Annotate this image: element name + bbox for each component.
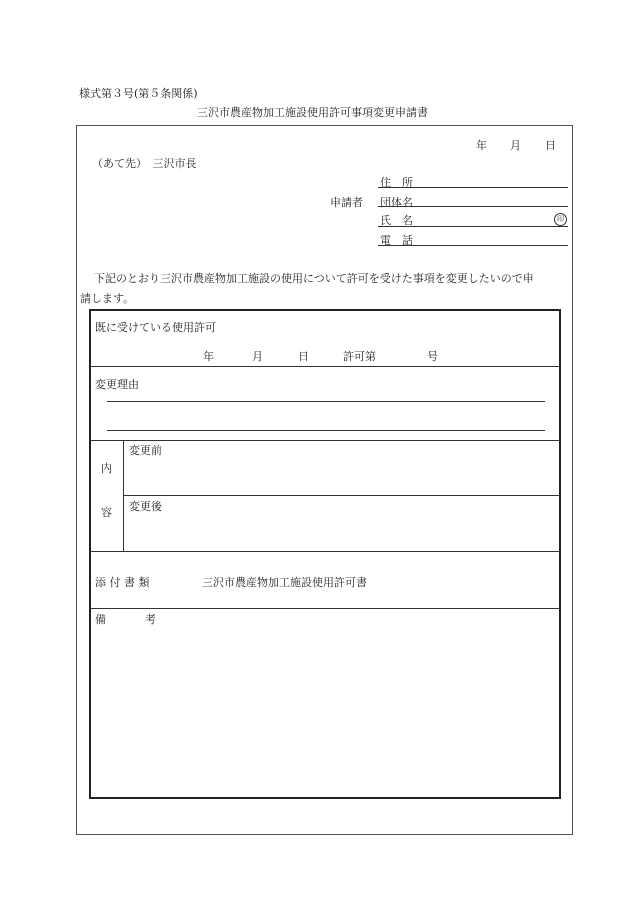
form-title: 三沢市農産物加工施設使用許可事項変更申請書 — [197, 106, 428, 119]
address-line — [378, 187, 568, 188]
date-day: 日 — [545, 139, 556, 152]
before-change-label: 変更前 — [129, 444, 162, 457]
contents-column-divider — [123, 440, 124, 552]
phone-label: 電 話 — [380, 234, 413, 247]
group-name-line — [378, 206, 568, 207]
applicant-label: 申請者 — [330, 196, 363, 209]
permit-number-prefix: 許可第 — [343, 350, 376, 363]
permit-number-suffix: 号 — [427, 350, 438, 363]
before-after-divider — [124, 495, 560, 496]
name-line — [378, 226, 568, 227]
name-label: 氏 名 — [380, 214, 413, 227]
attachments-label: 添 付 書 類 — [95, 576, 150, 589]
remarks-char-1: 備 — [95, 613, 106, 626]
row-divider-contents — [90, 551, 560, 552]
address-label: 住 所 — [380, 176, 413, 189]
permit-month: 月 — [252, 350, 263, 363]
after-change-label: 変更後 — [129, 500, 162, 513]
reason-line-1 — [107, 401, 545, 402]
permit-day: 日 — [298, 350, 309, 363]
attachments-value: 三沢市農産物加工施設使用許可書 — [202, 576, 367, 589]
row-divider-attachments — [90, 608, 560, 609]
group-name-label: 団体名 — [380, 196, 413, 209]
existing-permit-label: 既に受けている使用許可 — [95, 321, 216, 334]
contents-char-1: 内 — [101, 462, 112, 475]
details-table — [89, 309, 561, 799]
row-divider-permit — [90, 366, 560, 367]
permit-year: 年 — [203, 350, 214, 363]
form-number: 様式第３号(第５条関係) — [79, 87, 198, 100]
date-year: 年 — [476, 139, 487, 152]
contents-char-2: 容 — [101, 506, 112, 519]
reason-line-2 — [107, 430, 545, 431]
addressee: （あて先） 三沢市長 — [92, 157, 197, 170]
body-text-line1: 下記のとおり三沢市農産物加工施設の使用について許可を受けた事項を変更したいので申 — [94, 272, 534, 285]
row-divider-reason — [90, 440, 560, 441]
remarks-char-2: 考 — [145, 613, 156, 626]
body-text-line2: 請します。 — [80, 292, 135, 305]
phone-line — [378, 245, 568, 246]
reason-label: 変更理由 — [95, 378, 139, 391]
seal-stamp-icon: 印 — [554, 213, 567, 226]
date-month: 月 — [510, 139, 521, 152]
